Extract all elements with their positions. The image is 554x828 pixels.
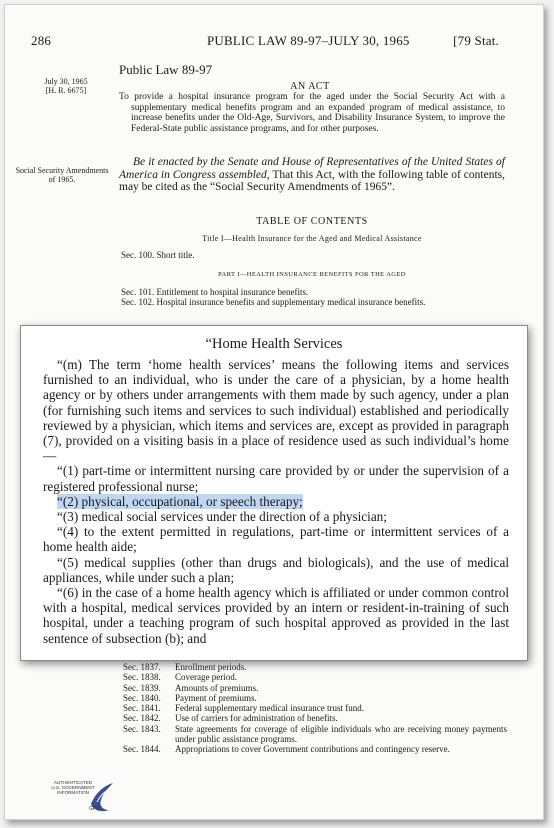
list-item — [123, 713, 507, 723]
sec-text: Enrollment periods. — [175, 662, 247, 672]
document-page — [4, 4, 544, 820]
list-item — [123, 672, 507, 682]
gpo-line-1: AUTHENTICATED — [53, 780, 93, 785]
page-number: 286 — [31, 33, 52, 48]
excerpt-item-3: “(3) medical social services under the direction of a physician; — [57, 509, 387, 525]
enacting-rest: That this Act, with the following table of contents, may be cited as the “Social Security Amendments of 1965”. — [119, 168, 505, 193]
gpo-line-2: U.S. GOVERNMENT — [51, 785, 95, 791]
list-item — [123, 693, 507, 703]
list-item — [123, 662, 507, 672]
sec-text: Federal supplementary medical insurance trust fund. — [175, 703, 364, 714]
toc-lower-list — [123, 662, 507, 755]
margin-date: July 30, 1965 — [44, 77, 88, 86]
enacting-italic: Be it enacted by the Senate and House of Representatives of the United States of America in Congress assembled, — [119, 156, 505, 181]
zoom-excerpt — [20, 325, 528, 661]
header-title: PUBLIC LAW 89-97–JULY 30, 1965 — [207, 33, 410, 48]
excerpt-body — [43, 357, 509, 646]
list-item — [123, 683, 507, 693]
margin-bill: [H. R. 6675] — [45, 86, 87, 95]
excerpt-item-5: “(5) medical supplies (other than drugs and biologicals), and the use of medical appliances, while under such a plan; — [43, 554, 509, 585]
gpo-mark-text: GPO — [89, 806, 101, 812]
excerpt-item-2 — [43, 494, 509, 509]
sec-text: Coverage period. — [175, 672, 237, 683]
gpo-authentication-logo — [49, 780, 129, 816]
excerpt-item-1: “(1) part-time or intermittent nursing care provided by or under the supervision of a registered professional nurse; — [43, 463, 509, 494]
toc-heading: TABLE OF CONTENTS — [256, 216, 368, 227]
sec-text: Amounts of premiums. — [175, 682, 259, 693]
running-header — [31, 33, 499, 51]
sec-text: Payment of premiums. — [175, 692, 257, 703]
excerpt-title: “Home Health Services — [205, 336, 343, 352]
sec-label: Sec. 1843. — [123, 723, 161, 734]
act-purpose: To provide a hospital insurance program for the aged under the Social Security Act with a supplementary medical benefits program and an expanded program of medical assistance, to increase benefits under the Old-Age, Survivors, and Disability Insurance System, to improve the Federal-State public assistance programs, and for other purposes. — [119, 92, 505, 134]
sec-label: Sec. 1841. — [123, 703, 161, 714]
toc-sec-102: Sec. 102. Hospital insurance benefits and supplementary medical insurance benefits. — [121, 297, 426, 307]
excerpt-item-4: “(4) to the extent permitted in regulations, part-time or intermittent services of a home health aide; — [43, 524, 509, 555]
sec-label: Sec. 1840. — [123, 692, 161, 703]
list-item — [123, 703, 507, 713]
enacting-clause — [119, 156, 505, 194]
an-act-heading: AN ACT — [290, 81, 330, 92]
margin-note-amendments: Social Security Amendments of 1965. — [15, 166, 109, 184]
sec-label: Sec. 1838. — [123, 672, 161, 683]
excerpt-intro: “(m) The term ‘home health services’ means the following items and services furnished to an individual, who is under the care of a physician, by a home health agency or by others under arrangements with them made by such agency, under a plan (for furnishing such items and services to such individual) established and periodically reviewed by a physician, which items and services are, except as provided in paragraph (7), provided on a visiting basis in a place of residence used as such individual’s home— — [43, 357, 509, 464]
excerpt-item-6: “(6) in the case of a home health agency which is affiliated or under common control with a hospital, medical services provided by an intern or resident-in-training of such hospital, under a teaching program of such hospital approved as provided in the last sentence of subsection (b); and — [43, 585, 509, 646]
sec-text: Appropriations to cover Government contributions and contingency reserve. — [175, 744, 450, 755]
public-law-number: Public Law 89-97 — [119, 62, 213, 77]
toc-sec-100: Sec. 100. Short title. — [121, 250, 195, 260]
toc-sec-101: Sec. 101. Entitlement to hospital insurance benefits. — [121, 287, 309, 297]
list-item — [123, 724, 507, 745]
margin-note-date — [19, 77, 113, 95]
toc-title-1: Title I—Health Insurance for the Aged and Medical Assistance — [202, 234, 422, 243]
toc-part-1: PART I—HEALTH INSURANCE BENEFITS FOR THE AGED — [218, 271, 406, 278]
sec-label: Sec. 1839. — [123, 682, 161, 693]
header-stat: [79 Stat. — [453, 33, 499, 48]
list-item — [123, 744, 507, 754]
gpo-line-3: INFORMATION — [57, 790, 89, 796]
sec-label: Sec. 1844. — [123, 744, 161, 755]
sec-label: Sec. 1837. — [123, 662, 161, 672]
sec-text: State agreements for coverage of eligible individuals who are receiving money payments under public assistance programs. — [175, 723, 507, 745]
sec-label: Sec. 1842. — [123, 713, 161, 724]
highlighted-text: “(2) physical, occupational, or speech therapy; — [57, 493, 303, 509]
sec-text: Use of carriers for administration of benefits. — [175, 713, 338, 724]
